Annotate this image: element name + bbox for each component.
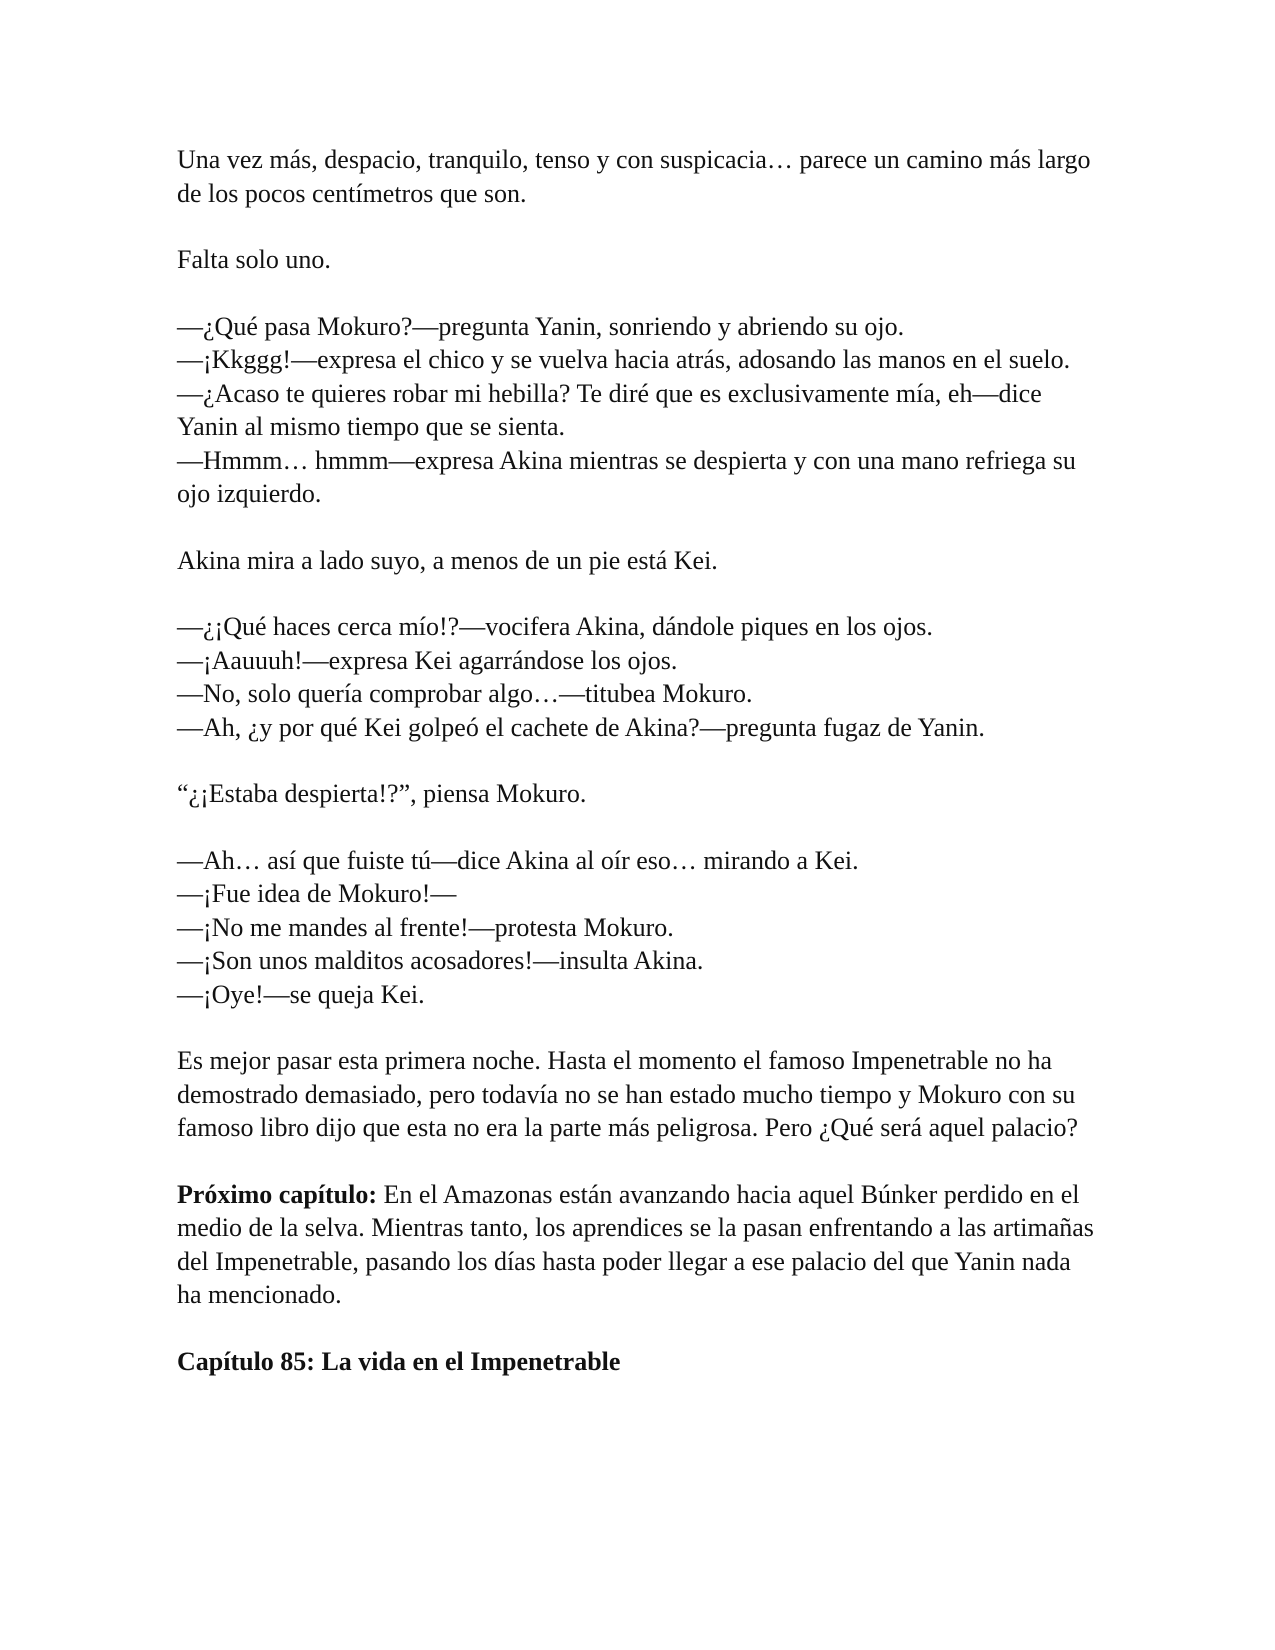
dialogue-line: —¡Aauuuh!—expresa Kei agarrándose los ojos. (177, 645, 678, 675)
dialogue-line: —Hmmm… hmmm—expresa Akina mientras se despierta y con una mano refriega su ojo izquierdo. (177, 445, 1076, 508)
dialogue-line: —¿¡Qué haces cerca mío!?—vocifera Akina, dándole piques en los ojos. (177, 612, 933, 641)
dialogue-line: —¡No me mandes al frente!—protesta Mokuro. (177, 912, 674, 942)
dialogue-line: —¿Acaso te quieres robar mi hebilla? Te diré que es exclusivamente mía, eh—dice Yanin al mismo tiempo que se sienta. (177, 378, 1042, 441)
closing-paragraph: Es mejor pasar esta primera noche. Hasta el momento el famoso Impenetrable no ha demostrado demasiado, pero todavía no se han estado mucho tiempo y Mokuro con su famoso libro dijo que esta no era la parte más peligrosa. Pero ¿Qué será aquel palacio? (177, 1046, 1078, 1142)
dialogue-line: —Ah… así que fuiste tú—dice Akina al oír eso… mirando a Kei. (177, 845, 859, 875)
dialogue-line: —No, solo quería comprobar algo…—titubea Mokuro. (177, 679, 753, 708)
next-chapter-paragraph (177, 1178, 1097, 1312)
page-body (177, 143, 1097, 1378)
next-chapter-label: Próximo capítulo: (177, 1179, 378, 1209)
dialogue-line: —¿Qué pasa Mokuro?—pregunta Yanin, sonriendo y abriendo su ojo. (177, 311, 905, 341)
dialogue-line: —¡Fue idea de Mokuro!— (177, 879, 457, 908)
dialogue-line: —Ah, ¿y por qué Kei golpeó el cachete de Akina?—pregunta fugaz de Yanin. (177, 712, 985, 742)
paragraph: Falta solo uno. (177, 245, 331, 274)
paragraph: Una vez más, despacio, tranquilo, tenso y con suspicacia… parece un camino más largo de los pocos centímetros que son. (177, 145, 1091, 208)
next-chapter-text: En el Amazonas están avanzando hacia aquel Búnker perdido en el medio de la selva. Mientras tanto, los aprendices se la pasan enfrentando a las artimañas del Impenetrable, pasando los días hasta poder llegar a ese palacio del que Yanin nada ha mencionado. (177, 1179, 1094, 1309)
paragraph: Akina mira a lado suyo, a menos de un pie está Kei. (177, 545, 718, 575)
dialogue-block (177, 610, 1097, 744)
dialogue-line: —¡Kkggg!—expresa el chico y se vuelva hacia atrás, adosando las manos en el suelo. (177, 345, 1071, 374)
dialogue-block (177, 844, 1097, 1012)
thought-paragraph: “¿¡Estaba despierta!?”, piensa Mokuro. (177, 779, 587, 808)
dialogue-line: —¡Son unos malditos acosadores!—insulta Akina. (177, 946, 704, 975)
chapter-title: Capítulo 85: La vida en el Impenetrable (177, 1346, 621, 1376)
dialogue-block (177, 310, 1097, 511)
dialogue-line: —¡Oye!—se queja Kei. (177, 979, 425, 1009)
